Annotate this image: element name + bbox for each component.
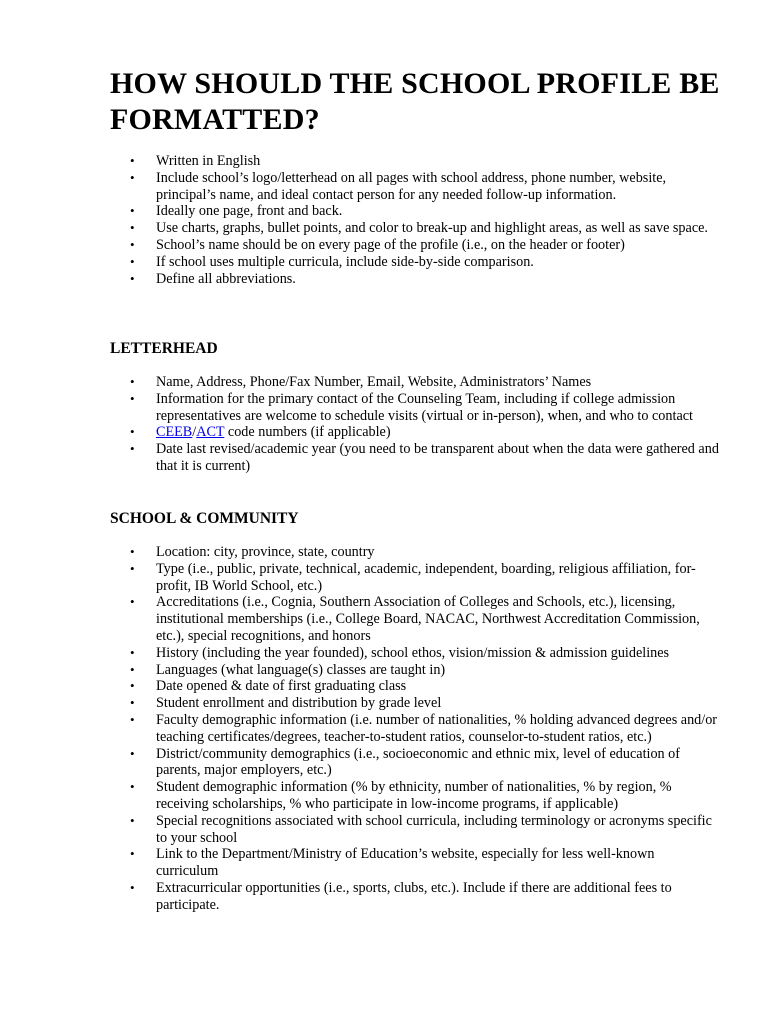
- list-item: • Extracurricular opportunities (i.e., sports, clubs, etc.). Include if there are additional fees to participate.: [110, 880, 720, 914]
- codes-separator: /: [192, 424, 197, 441]
- list-item: • Student enrollment and distribution by grade level: [110, 695, 720, 712]
- list-item: • Date opened & date of first graduating class: [110, 678, 720, 695]
- list-item: • Use charts, graphs, bullet points, and color to break-up and highlight areas, as well as save space.: [110, 220, 720, 237]
- format-list: [110, 153, 720, 287]
- list-item: • District/community demographics (i.e., socioeconomic and ethnic mix, level of education of parents, major employers, etc.): [110, 746, 720, 780]
- list-item: • Type (i.e., public, private, technical, academic, independent, boarding, religious affiliation, for-profit, IB World School, etc.): [110, 561, 720, 595]
- list-item: • Include school’s logo/letterhead on all pages with school address, phone number, website, principal’s name, and ideal contact person for any needed follow-up information.: [110, 170, 720, 204]
- community-list: [110, 544, 720, 914]
- list-item: • Link to the Department/Ministry of Education’s website, especially for less well-known curriculum: [110, 846, 720, 880]
- list-item: • Accreditations (i.e., Cognia, Southern Association of Colleges and Schools, etc.), licensing, institutional memberships (i.e., College Board, NACAC, Northwest Accreditation Commission, etc.), special recognitions, and honors: [110, 594, 720, 644]
- ceeb-link[interactable]: CEEB: [156, 424, 193, 441]
- list-item: • Date last revised/academic year (you need to be transparent about when the data were gathered and that it is current): [110, 441, 720, 475]
- letterhead-heading: LETTERHEAD: [110, 340, 218, 357]
- list-item: • Special recognitions associated with school curricula, including terminology or acronyms specific to your school: [110, 813, 720, 847]
- list-item: • Information for the primary contact of the Counseling Team, including if college admission representatives are welcome to schedule visits (virtual or in-person), when, and who to contact: [110, 391, 720, 425]
- list-item: • Written in English: [110, 153, 720, 170]
- community-heading: SCHOOL & COMMUNITY: [110, 510, 299, 527]
- page-title: HOW SHOULD THE SCHOOL PROFILE BE FORMATTED?: [110, 67, 720, 136]
- list-item: • Faculty demographic information (i.e. number of nationalities, % holding advanced degrees and/or teaching certificates/degrees, teacher-to-student ratios, counselor-to-student ratios, etc.): [110, 712, 720, 746]
- list-item: • Student demographic information (% by ethnicity, number of nationalities, % by region, % receiving scholarships, % who participate in low-income programs, if applicable): [110, 779, 720, 813]
- list-item: • School’s name should be on every page of the profile (i.e., on the header or footer): [110, 237, 720, 254]
- list-item: • If school uses multiple curricula, include side-by-side comparison.: [110, 254, 720, 271]
- list-item-codes: [110, 424, 720, 441]
- act-link[interactable]: ACT: [196, 424, 225, 441]
- list-item: • Location: city, province, state, country: [110, 544, 720, 561]
- codes-text: code numbers (if applicable): [224, 424, 391, 441]
- list-item: • Define all abbreviations.: [110, 271, 720, 288]
- list-item: • Ideally one page, front and back.: [110, 203, 720, 220]
- list-item: • Languages (what language(s) classes are taught in): [110, 662, 720, 679]
- letterhead-list: [110, 374, 720, 475]
- list-item: • Name, Address, Phone/Fax Number, Email, Website, Administrators’ Names: [110, 374, 720, 391]
- list-item: • History (including the year founded), school ethos, vision/mission & admission guidelines: [110, 645, 720, 662]
